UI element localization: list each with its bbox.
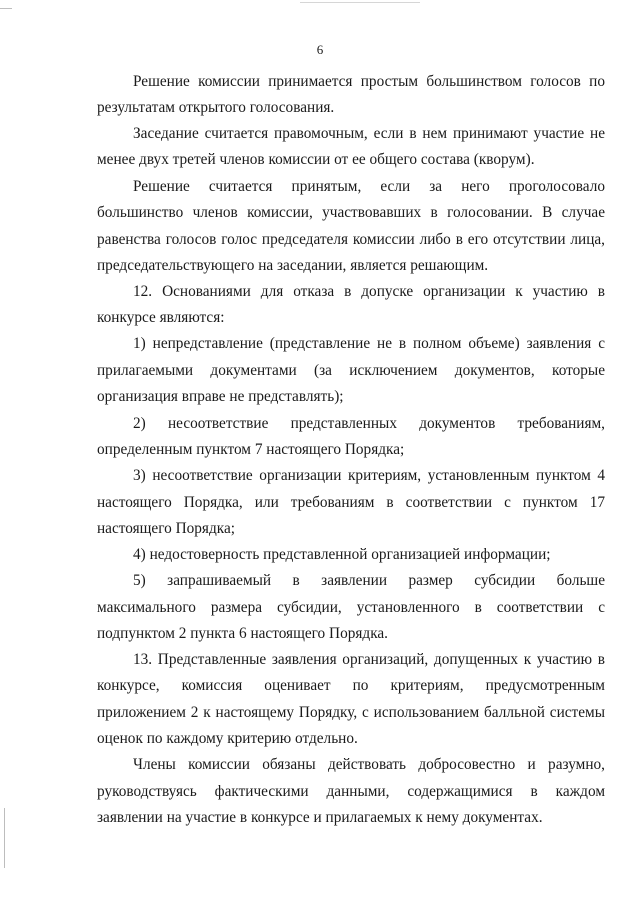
text-line: Решение комиссии принимается простым большинством голосов по: [133, 73, 605, 90]
text-line: организация вправе не представлять);: [97, 388, 344, 405]
text-line: прилагаемыми документами (за исключением документов, которые: [97, 362, 605, 379]
text-line: 1) непредставление (представление не в полном объеме) заявления с: [133, 335, 605, 352]
text-line: настоящего Порядка, или требованиям в соответствии с пунктом 17: [97, 494, 605, 511]
text-line: результатам открытого голосования.: [97, 99, 335, 116]
scan-edge-mark: [0, 8, 12, 9]
text-line: подпунктом 2 пункта 6 настоящего Порядка.: [97, 625, 389, 642]
text-line: конкурсе являются:: [97, 309, 225, 326]
text-line: 4) недостоверность представленной организацией информации;: [133, 546, 551, 563]
text-line: 5) запрашиваемый в заявлении размер субсидии больше: [133, 572, 605, 589]
text-line: приложением 2 к настоящему Порядку, с использованием балльной системы: [97, 704, 605, 721]
text-line: большинство членов комиссии, участвовавших в голосовании. В случае: [97, 204, 605, 221]
text-line: председательствующего на заседании, является решающим.: [97, 257, 489, 274]
text-line: руководствуясь фактическими данными, содержащимися в каждом: [97, 783, 605, 800]
text-line: определенным пунктом 7 настоящего Порядка;: [97, 441, 405, 458]
text-line: 12. Основаниями для отказа в допуске организации к участию в: [133, 283, 605, 300]
text-line: Решение считается принятым, если за него проголосовало: [133, 178, 605, 195]
text-line: Члены комиссии обязаны действовать добросовестно и разумно,: [133, 756, 605, 773]
text-line: равенства голосов голос председателя комиссии либо в его отсутствии лица,: [97, 231, 605, 248]
text-line: настоящего Порядка;: [97, 520, 235, 537]
text-line: заявлении на участие в конкурсе и прилагаемых к нему документах.: [97, 809, 543, 826]
text-line: 2) несоответствие представленных документов требованиям,: [133, 415, 605, 432]
text-line: 13. Представленные заявления организаций, допущенных к участию в: [133, 651, 605, 668]
text-line: Заседание считается правомочным, если в нем принимают участие не: [133, 125, 605, 142]
text-line: менее двух третей членов комиссии от ее общего состава (кворум).: [97, 151, 535, 168]
page-number: 6: [316, 42, 324, 57]
text-line: 3) несоответствие организации критериям, установленным пунктом 4: [133, 467, 605, 484]
text-line: оценок по каждому критерию отдельно.: [97, 730, 358, 747]
text-line: конкурсе, комиссия оценивает по критериям, предусмотренным: [97, 677, 605, 694]
scan-edge-mark: [300, 2, 420, 3]
scan-edge-mark: [4, 808, 5, 868]
text-line: максимального размера субсидии, установленного в соответствии с: [97, 599, 605, 616]
